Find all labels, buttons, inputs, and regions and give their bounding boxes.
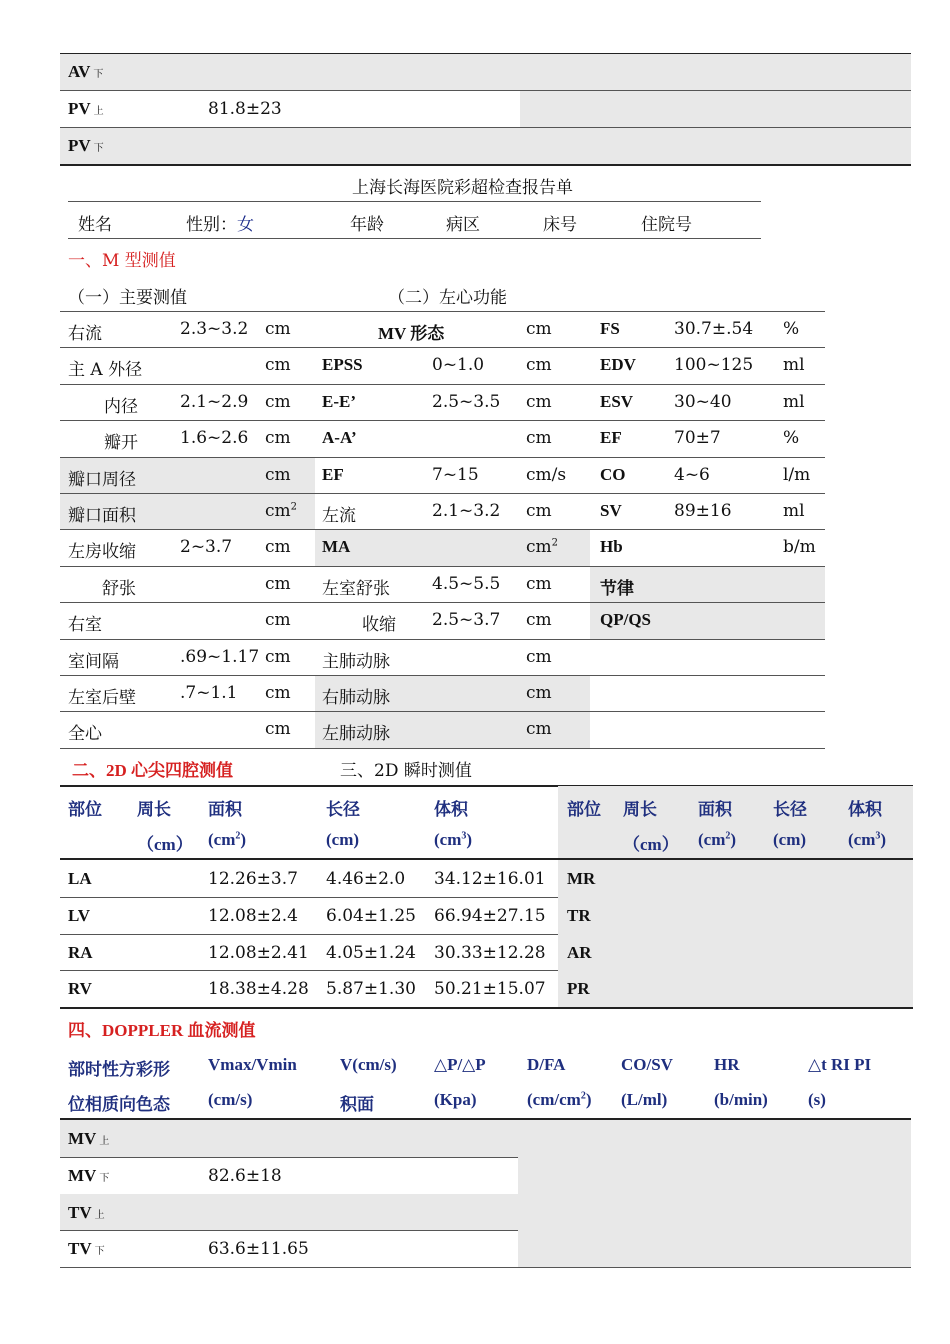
col-length-right: 长径 bbox=[773, 800, 807, 819]
right-site-label: MR bbox=[567, 869, 596, 888]
col-length-unit: (cm) bbox=[326, 830, 360, 849]
doppler-col8-b: (s) bbox=[808, 1090, 826, 1109]
doppler-col8: △t RI PI bbox=[808, 1055, 872, 1074]
col-perimeter-right: 周长 bbox=[623, 800, 657, 819]
volume-value: 66.94±27.15 bbox=[434, 905, 546, 926]
mmode-cell: EF bbox=[322, 464, 344, 484]
mmode-cell: cm bbox=[265, 537, 291, 558]
mmode-cell: cm bbox=[265, 573, 291, 594]
length-value: 4.46±2.0 bbox=[326, 869, 406, 889]
mmode-cell: EPSS bbox=[322, 355, 363, 375]
mmode-cell: 89±16 bbox=[674, 501, 732, 521]
area-value: 18.38±4.28 bbox=[208, 979, 309, 1000]
mmode-cell: 左室后壁 bbox=[68, 688, 136, 708]
row-label: AV 下 bbox=[68, 62, 104, 81]
mmode-cell: cm bbox=[265, 464, 291, 485]
col-site-right: 部位 bbox=[567, 800, 601, 819]
row-label: PV 下 bbox=[68, 136, 104, 155]
mmode-cell: 左房收缩 bbox=[68, 542, 136, 563]
subsection-main-values: （一）主要测值 bbox=[68, 288, 187, 308]
doppler-col4: △P/△P bbox=[434, 1055, 486, 1074]
row-value: 81.8±23 bbox=[208, 99, 282, 119]
age-label: 年龄 bbox=[350, 215, 384, 235]
mmode-cell: $cm^2$ bbox=[265, 501, 298, 521]
mmode-cell: 全心 bbox=[68, 724, 102, 745]
mmode-cell: 30.7±.54 bbox=[674, 319, 754, 339]
mmode-cell: 主 A 外径 bbox=[68, 360, 143, 381]
mmode-cell: 左室舒张 bbox=[322, 578, 390, 599]
col-area-unit-right: $(cm^2)$ bbox=[698, 830, 737, 849]
mmode-cell: ml bbox=[783, 501, 805, 521]
mmode-cell: EF bbox=[600, 428, 622, 448]
col-perimeter-unit-right: （cm） bbox=[623, 835, 679, 854]
mmode-cell: 2.5~3.5 bbox=[432, 391, 501, 412]
mmode-cell: cm bbox=[526, 683, 552, 703]
length-value: 6.04±1.25 bbox=[326, 905, 416, 926]
name-label: 姓名 bbox=[78, 215, 112, 235]
mmode-cell: 瓣口面积 bbox=[68, 506, 136, 526]
mmode-cell: 2.3~3.2 bbox=[180, 319, 249, 339]
mmode-cell: 30~40 bbox=[674, 391, 732, 412]
subsection-lv-function: （二）左心功能 bbox=[388, 288, 507, 308]
mmode-cell: cm bbox=[526, 391, 552, 412]
volume-value: 30.33±12.28 bbox=[434, 942, 546, 963]
mmode-cell: 内径 bbox=[104, 396, 138, 417]
mmode-cell: 70±7 bbox=[674, 428, 721, 449]
mmode-cell: l/m bbox=[783, 464, 811, 485]
col-area-unit: $(cm^2)$ bbox=[208, 830, 247, 849]
mmode-cell: $cm^2$ bbox=[526, 537, 559, 558]
doppler-row-label: MV 下 bbox=[68, 1165, 110, 1185]
mmode-cell: cm bbox=[265, 683, 291, 703]
mmode-cell: cm bbox=[526, 501, 552, 521]
doppler-row-label: TV 下 bbox=[68, 1239, 105, 1259]
col-volume-unit-right: $(cm^3)$ bbox=[848, 830, 887, 849]
section-doppler-title: 四、DOPPLER 血流测值 bbox=[68, 1021, 256, 1040]
mmode-cell: cm bbox=[526, 428, 552, 449]
bed-label: 床号 bbox=[543, 215, 577, 235]
mmode-cell: 1.6~2.6 bbox=[180, 428, 249, 449]
mmode-cell: 右流 bbox=[68, 324, 102, 344]
doppler-col7-b: (b/min) bbox=[714, 1090, 768, 1109]
mmode-cell: cm bbox=[265, 428, 291, 449]
area-value: 12.08±2.41 bbox=[208, 942, 309, 963]
site-label: RV bbox=[68, 979, 92, 999]
mmode-cell: 收缩 bbox=[362, 615, 396, 636]
sex-label: 性别：女 bbox=[186, 215, 254, 235]
mmode-cell: SV bbox=[600, 501, 622, 520]
mmode-cell: 右肺动脉 bbox=[322, 688, 390, 708]
doppler-col6-b: (L/ml) bbox=[621, 1090, 668, 1109]
doppler-col4-b: (Kpa) bbox=[434, 1090, 477, 1109]
mmode-cell: % bbox=[783, 319, 800, 339]
mmode-cell: 室间隔 bbox=[68, 651, 119, 672]
mmode-cell: 4~6 bbox=[674, 464, 710, 485]
col-volume-right: 体积 bbox=[848, 800, 882, 819]
mmode-cell: 瓣开 bbox=[104, 433, 138, 454]
mmode-cell: 4.5~5.5 bbox=[432, 573, 501, 594]
mmode-cell: ESV bbox=[600, 391, 634, 411]
right-site-label: TR bbox=[567, 905, 591, 925]
mmode-cell: cm bbox=[265, 610, 291, 631]
col-site: 部位 bbox=[68, 800, 102, 819]
mmode-cell: cm/s bbox=[526, 464, 567, 485]
doppler-col2: Vmax/Vmin bbox=[208, 1055, 297, 1074]
mmode-cell: MA bbox=[322, 537, 351, 557]
mmode-cell: cm bbox=[526, 319, 552, 339]
doppler-row-value: 63.6±11.65 bbox=[208, 1239, 309, 1260]
mmode-cell: ml bbox=[783, 355, 805, 376]
right-site-label: PR bbox=[567, 979, 590, 999]
mmode-cell: 瓣口周径 bbox=[68, 469, 136, 490]
site-label: RA bbox=[68, 942, 93, 962]
mmode-cell: cm bbox=[265, 319, 291, 339]
mmode-cell: 0~1.0 bbox=[432, 355, 485, 376]
length-value: 5.87±1.30 bbox=[326, 979, 416, 1000]
volume-value: 34.12±16.01 bbox=[434, 869, 546, 889]
mmode-cell: cm bbox=[526, 355, 552, 376]
doppler-row-label: TV 上 bbox=[68, 1202, 105, 1222]
mmode-cell: 2~3.7 bbox=[180, 537, 233, 558]
mmode-cell: 节律 bbox=[600, 578, 634, 598]
mmode-cell: MV 形态 bbox=[378, 324, 445, 343]
site-label: LV bbox=[68, 905, 91, 925]
mmode-cell: cm bbox=[526, 719, 552, 740]
right-site-label: AR bbox=[567, 942, 592, 962]
doppler-col7: HR bbox=[714, 1055, 740, 1074]
mmode-cell: cm bbox=[265, 719, 291, 740]
mmode-cell: 2.1~2.9 bbox=[180, 391, 249, 412]
doppler-col1-b: 位相质向色态 bbox=[68, 1095, 170, 1114]
doppler-col2-b: (cm/s) bbox=[208, 1090, 253, 1109]
site-label: LA bbox=[68, 869, 92, 888]
mmode-cell: cm bbox=[526, 610, 552, 631]
col-volume-unit: $(cm^3)$ bbox=[434, 830, 473, 849]
mmode-cell: ml bbox=[783, 391, 805, 412]
mmode-cell: QP/QS bbox=[600, 610, 652, 630]
mmode-cell: 7~15 bbox=[432, 464, 479, 485]
mmode-cell: 舒张 bbox=[102, 578, 136, 599]
col-length: 长径 bbox=[326, 800, 360, 819]
mmode-cell: Hb bbox=[600, 537, 623, 557]
doppler-col3-b: 积面 bbox=[340, 1095, 374, 1114]
mmode-cell: b/m bbox=[783, 537, 816, 558]
mmode-cell: 2.5~3.7 bbox=[432, 610, 501, 631]
mmode-cell: cm bbox=[265, 355, 291, 376]
mmode-cell: cm bbox=[265, 391, 291, 412]
mmode-cell: EDV bbox=[600, 355, 636, 375]
mmode-cell: .69~1.17 bbox=[180, 646, 260, 667]
mmode-cell: cm bbox=[265, 646, 291, 667]
col-volume: 体积 bbox=[434, 800, 468, 819]
section-2d-instant-title: 三、2D 瞬时测值 bbox=[340, 761, 472, 781]
mmode-cell: 2.1~3.2 bbox=[432, 501, 501, 521]
sex-value: 女 bbox=[237, 215, 254, 235]
mmode-cell: 主肺动脉 bbox=[322, 651, 390, 672]
area-value: 12.08±2.4 bbox=[208, 905, 298, 926]
mmode-cell: 100~125 bbox=[674, 355, 754, 376]
mmode-cell: CO bbox=[600, 464, 626, 484]
mmode-cell: 左流 bbox=[322, 506, 356, 526]
length-value: 4.05±1.24 bbox=[326, 942, 416, 963]
doppler-col5-b: $(cm/cm^2)$ bbox=[527, 1090, 592, 1109]
doppler-col6: CO/SV bbox=[621, 1055, 673, 1074]
volume-value: 50.21±15.07 bbox=[434, 979, 546, 1000]
row-label: PV 上 bbox=[68, 99, 104, 118]
admission-label: 住院号 bbox=[641, 215, 692, 235]
col-length-unit-right: (cm) bbox=[773, 830, 807, 849]
report-title: 上海长海医院彩超检查报告单 bbox=[352, 178, 573, 198]
doppler-col3: V(cm/s) bbox=[340, 1055, 397, 1074]
col-perimeter: 周长 bbox=[137, 800, 171, 819]
ward-label: 病区 bbox=[446, 215, 480, 235]
mmode-cell: cm bbox=[526, 646, 552, 667]
area-value: 12.26±3.7 bbox=[208, 869, 298, 889]
mmode-cell: 右室 bbox=[68, 615, 102, 636]
mmode-cell: 左肺动脉 bbox=[322, 724, 390, 745]
mmode-cell: .7~1.1 bbox=[180, 683, 238, 703]
mmode-cell: A-A’ bbox=[322, 428, 357, 448]
col-perimeter-unit: （cm） bbox=[137, 835, 193, 854]
section-m-mode-title: 一、M 型测值 bbox=[68, 251, 176, 271]
col-area: 面积 bbox=[208, 800, 242, 819]
doppler-row-value: 82.6±18 bbox=[208, 1165, 282, 1186]
doppler-col5: D/FA bbox=[527, 1055, 566, 1074]
doppler-row-label: MV 上 bbox=[68, 1129, 110, 1148]
doppler-col1: 部时性方彩形 bbox=[68, 1060, 170, 1079]
col-area-right: 面积 bbox=[698, 800, 732, 819]
mmode-cell: % bbox=[783, 428, 800, 449]
mmode-cell: FS bbox=[600, 319, 620, 338]
mmode-cell: E-E’ bbox=[322, 391, 356, 411]
section-2d-four-chamber-title: 二、2D 心尖四腔测值 bbox=[72, 761, 234, 780]
mmode-cell: cm bbox=[526, 573, 552, 594]
